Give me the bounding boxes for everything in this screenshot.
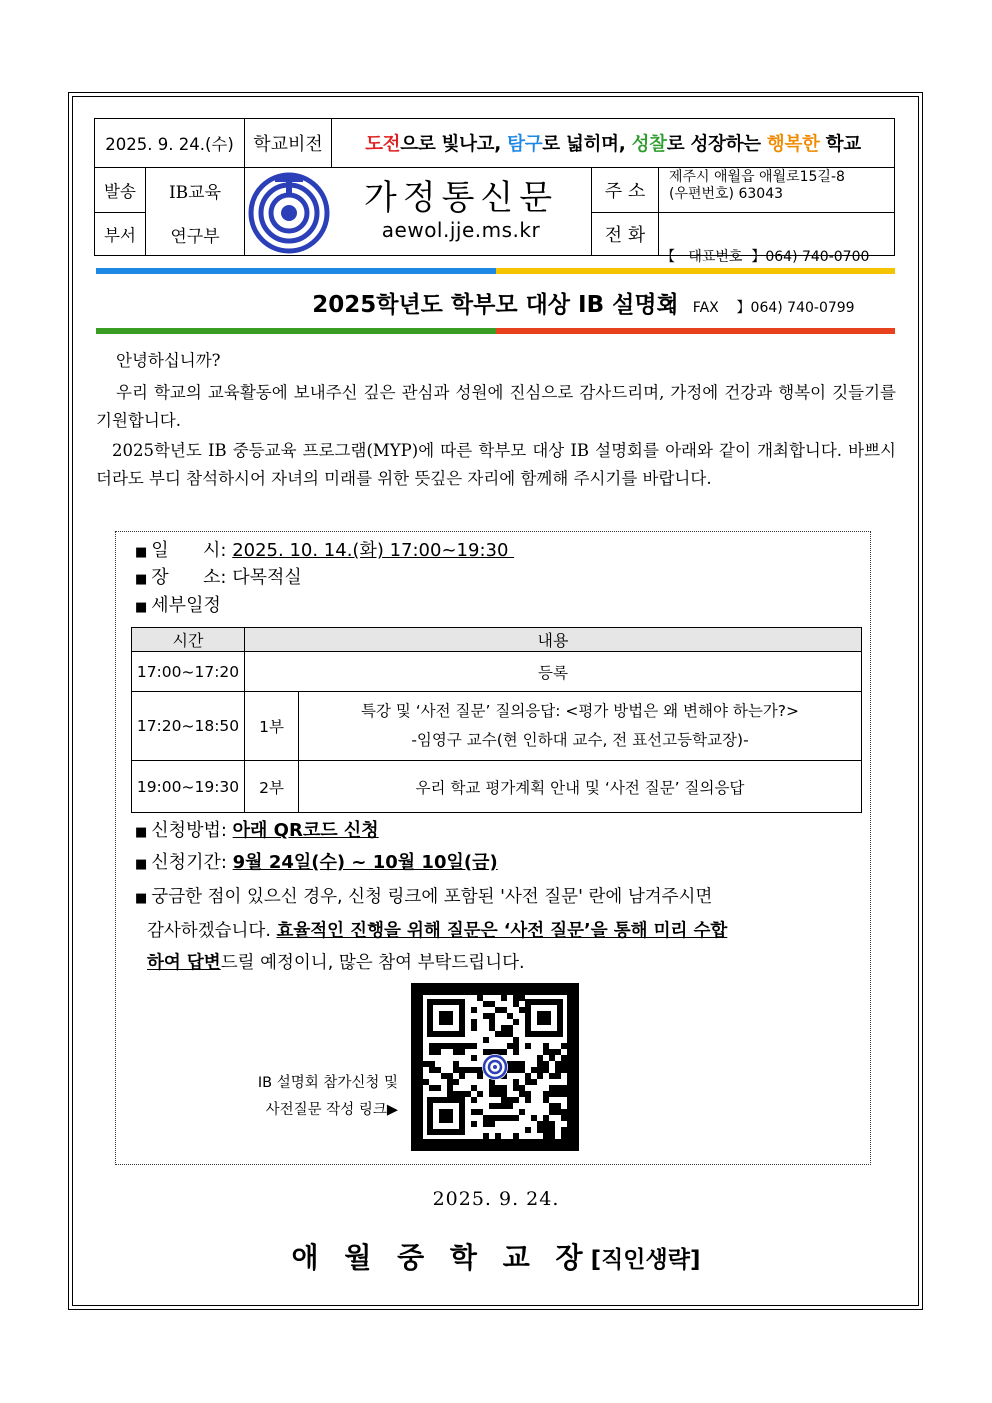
header-content: 내용: [245, 628, 862, 652]
dept-1: IB교육: [168, 182, 222, 203]
apply-method: 아래 QR코드 신청: [232, 820, 379, 841]
vision-segment: 성찰: [631, 134, 667, 155]
place-line: ■ 장 소: 다목적실: [135, 567, 302, 588]
event-date: 2025. 10. 14.(화) 17:00~19:30: [232, 540, 515, 561]
title-bar-green: [96, 328, 496, 334]
footer-date: 2025. 9. 24.: [432, 1188, 560, 1210]
qr-caption: IB 설명회 참가신청 및 사전질문 작성 링크▶: [257, 1075, 398, 1118]
apply-period-line: ■ 신청기간: 9월 24일(수) ~ 10월 10일(금): [135, 852, 498, 873]
address-line-1: 제주시 애월읍 애월로15길-8: [669, 169, 845, 185]
address-label: 주 소: [604, 181, 646, 202]
vision-segment: 탐구: [507, 134, 543, 155]
header-date: 2025. 9. 24.(수): [105, 135, 234, 154]
paragraph-1: 우리 학교의 교육활동에 보내주신 깊은 관심과 성원에 진심으로 감사드리며, 가정에 건강과 행복이 깃들기를 기원합니다.: [96, 383, 896, 430]
date-line: ■ 일 시: 2025. 10. 14.(화) 17:00~19:30: [135, 540, 515, 561]
phone-label: 전 화: [604, 225, 646, 246]
signer: 애 월 중 학 교 장: [291, 1241, 591, 1274]
address-line-2: (우편번호) 63043: [669, 186, 784, 202]
event-place: 다목적실: [232, 567, 302, 588]
dept-label-2: 부서: [104, 226, 136, 245]
vision-label: 학교비전: [253, 134, 323, 155]
dept-label-1: 발송: [104, 182, 136, 201]
paper-title: 가정통신문: [363, 177, 559, 218]
vision-segment: 으로 빛나고,: [400, 134, 508, 155]
apply-period: 9월 24일(수) ~ 10월 10일(금): [232, 852, 498, 873]
table-row: 17:00~17:20 등록: [132, 652, 862, 692]
vision-segment: 로 성장하는: [666, 134, 767, 155]
phone-line-2: 【 FAX 】064) 740-0799: [661, 300, 855, 316]
paragraph-2: 2025학년도 IB 중등교육 프로그램(MYP)에 따른 학부모 대상 IB 설명회를 아래와 같이 개최합니다. 바쁘시더라도 부디 참석하시어 자녀의 미래를 위한 뜻깊은 자리에 함께해 주시기를 바랍니다.: [96, 441, 896, 488]
phone-line-1: 【 대표번호 】064) 740-0700: [661, 249, 870, 265]
table-row: 17:20~18:50 1부 특강 및 ‘사전 질문’ 질의응답: <평가 방법은 왜 변해야 하는가?> -임영구 교수(현 인하대 교수, 전 표선고등학교장)-: [132, 692, 862, 761]
dept-2: 연구부: [170, 226, 220, 247]
document-title: 2025학년도 학부모 대상 IB 설명회: [312, 291, 679, 318]
title-bar-red: [496, 328, 895, 334]
note-paragraph: ■ 궁금한 점이 있으신 경우, 신청 링크에 포함된 '사전 질문' 란에 남겨주시면 감사하겠습니다. 효율적인 진행을 위해 질문은 ‘사전 질문’을 통해 미리 수합 하여 답변드릴 예정이니, 많은 참여 부탁드립니다.: [135, 887, 728, 973]
vision-segment: 행복한: [766, 134, 820, 155]
greeting: 안녕하십니까?: [116, 351, 221, 370]
school-logo-icon: [247, 169, 331, 255]
qr-code-icon[interactable]: [411, 983, 579, 1151]
vision-segment: 학교: [819, 134, 861, 155]
title-bar-blue: [96, 268, 496, 274]
apply-method-line: ■ 신청방법: 아래 QR코드 신청: [135, 820, 379, 841]
seal-omitted: [직인생략]: [590, 1247, 701, 1273]
school-vision: [332, 119, 894, 167]
header-time: 시간: [132, 628, 245, 652]
vision-segment: 로 넓히며,: [542, 134, 632, 155]
vision-segment: 도전: [365, 134, 401, 155]
schedule-table: [131, 627, 862, 813]
schedule-heading: ■ 세부일정: [135, 595, 221, 616]
table-row: 19:00~19:30 2부 우리 학교 평가계획 안내 및 ‘사전 질문’ 질의응답: [132, 761, 862, 813]
footer-signature: [96, 1236, 896, 1276]
title-bar-yellow: [496, 268, 895, 274]
paper-url: aewol.jje.ms.kr: [381, 218, 541, 242]
